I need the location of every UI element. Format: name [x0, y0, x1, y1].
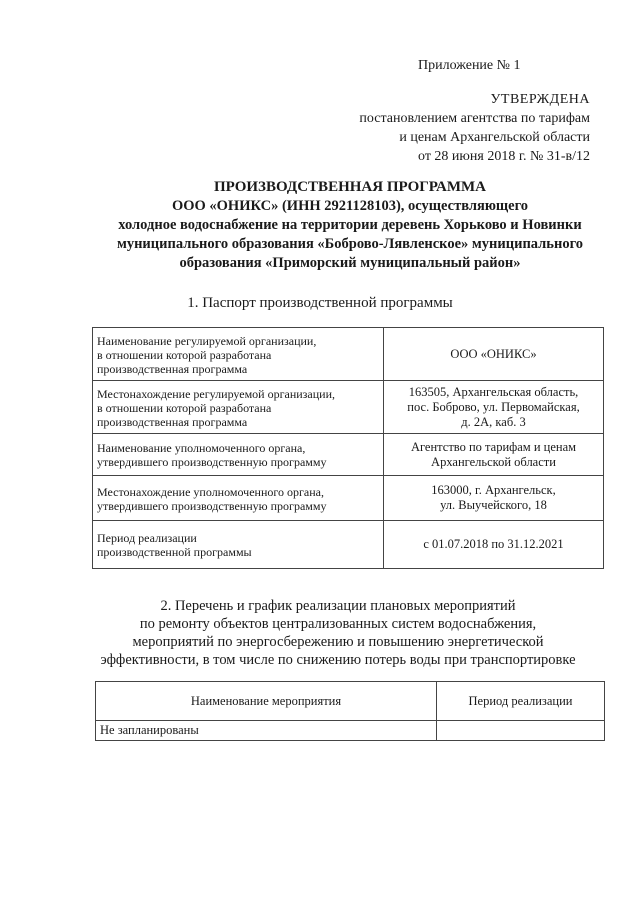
label-line: производственной программы: [97, 545, 252, 559]
label-line: Местонахождение регулируемой организации,: [97, 386, 336, 401]
passport-label: [93, 434, 384, 476]
value-line: 163505, Архангельская область,: [408, 384, 579, 399]
value-line: пос. Боброво, ул. Первомайская,: [407, 399, 580, 414]
passport-value: [384, 521, 604, 569]
label-line: производственная программа: [97, 414, 248, 429]
table-row: [93, 476, 604, 521]
table-row: [93, 434, 604, 476]
passport-value: [384, 328, 604, 381]
passport-label: [93, 521, 384, 569]
column-header-measure: Наименование мероприятия: [96, 682, 437, 721]
table-row: [93, 521, 604, 569]
title-line-1: ПРОИЗВОДСТВЕННАЯ ПРОГРАММА: [213, 179, 486, 195]
label-line: Местонахождение уполномоченного органа,: [97, 484, 324, 499]
approval-block: [359, 90, 590, 166]
decree-line-1: постановлением агентства по тарифам: [359, 111, 590, 126]
label-line: утвердившего производственную программу: [97, 455, 327, 469]
value-line: Архангельской области: [431, 454, 556, 469]
label-line: в отношении которой разработана: [97, 400, 272, 415]
title-line-2: ООО «ОНИКС» (ИНН 2921128103), осуществляющего: [171, 198, 529, 214]
period-cell: [437, 721, 605, 741]
value-line: 163000, г. Архангельск,: [431, 483, 556, 497]
label-line: в отношении которой разработана: [97, 347, 272, 362]
passport-value: [384, 381, 604, 434]
column-header-period: Период реализации: [437, 682, 605, 721]
decree-line-2: и ценам Архангельской области: [399, 130, 590, 145]
table-header-row: [96, 682, 605, 721]
label-line: утвердившего производственную программу: [97, 498, 327, 513]
appendix-number: Приложение № 1: [418, 58, 521, 73]
title-line-5: образования «Приморский муниципальный район»: [179, 255, 521, 271]
title-line-4: муниципального образования «Боброво-Лявленское» муниципального: [116, 236, 584, 252]
section-2-line-4: эффективности, в том числе по снижению потерь воды при транспортировке: [100, 652, 576, 668]
value-line: с 01.07.2018 по 31.12.2021: [423, 537, 564, 551]
decree-line-3: от 28 июня 2018 г. № 31-в/12: [418, 149, 590, 164]
passport-label: [93, 381, 384, 434]
passport-label: [93, 328, 384, 381]
label-line: производственная программа: [97, 361, 248, 376]
approval-heading: УТВЕРЖДЕНА: [490, 92, 590, 107]
title-line-3: холодное водоснабжение на территории деревень Хорьково и Новинки: [118, 217, 582, 233]
section-2-line-1: 2. Перечень и график реализации плановых мероприятий: [160, 598, 516, 614]
document-title: [60, 178, 640, 273]
label-line: Период реализации: [97, 531, 197, 545]
table-row: [96, 721, 605, 741]
passport-label: [93, 476, 384, 521]
section-2-line-2: по ремонту объектов централизованных систем водоснабжения,: [139, 616, 537, 632]
table-row: [93, 328, 604, 381]
section-2-line-3: мероприятий по энергосбережению и повышению энергетической: [132, 634, 544, 650]
section-2-heading: [68, 597, 608, 669]
label-line: Наименование регулируемой организации,: [97, 333, 317, 348]
label-line: Наименование уполномоченного органа,: [97, 441, 306, 455]
measure-cell: Не запланированы: [96, 721, 437, 741]
table-row: [93, 381, 604, 434]
passport-value: [384, 434, 604, 476]
value-line: д. 2А, каб. 3: [461, 414, 526, 429]
passport-table: [92, 327, 604, 569]
measures-table: [95, 681, 605, 741]
passport-value: [384, 476, 604, 521]
value-line: ул. Выучейского, 18: [440, 498, 547, 512]
value-line: ООО «ОНИКС»: [450, 346, 537, 361]
section-1-heading: 1. Паспорт производственной программы: [187, 295, 453, 311]
value-line: Агентство по тарифам и ценам: [410, 439, 577, 454]
